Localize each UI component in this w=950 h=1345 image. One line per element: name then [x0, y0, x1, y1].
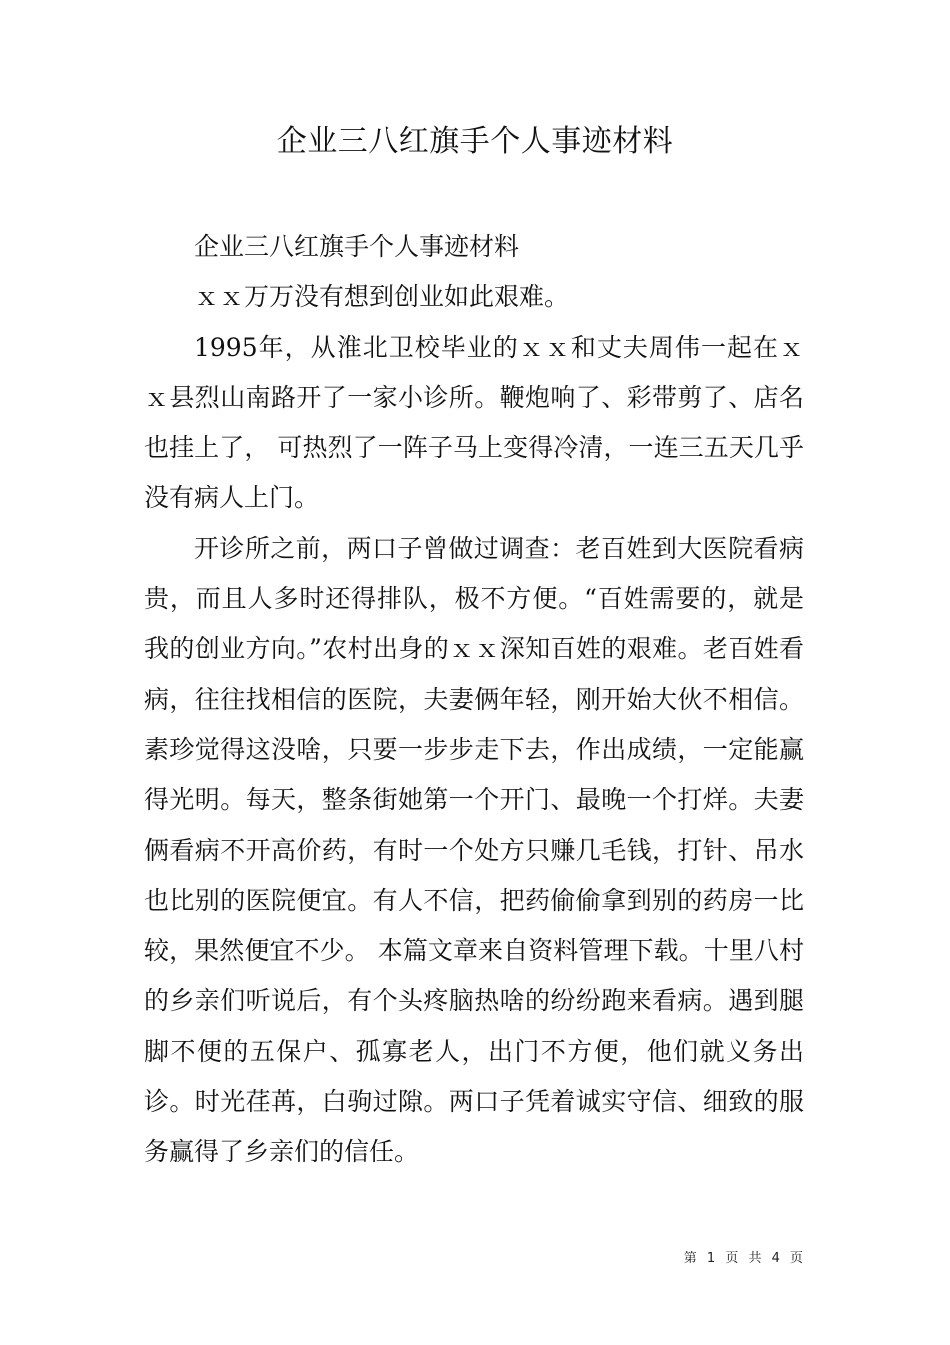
paragraph-service: 开诊所之前，两口子曾做过调查：老百姓到大医院看病贵，而且人多时还得排队，极不方便。“百姓需要的，就是我的创业方向。”农村出身的ｘｘ深知百姓的艰难。老百姓看病，往往找相信的医院，夫妻俩年轻，刚开始大伙不相信。素珍觉得这没啥，只要一步步走下去，作出成绩，一定能赢得光明。每天，整条街她第一个开门、最晚一个打烊。夫妻俩看病不开高价药，有时一个处方只赚几毛钱，打针、吊水也比别的医院便宜。有人不信，把药偷偷拿到别的药房一比较，果然便宜不少。 本篇文章来自资料管理下载。十里八村的乡亲们听说后，有个头疼脑热啥的纷纷跑来看病。遇到腿脚不便的五保户、孤寡老人，出门不方便，他们就义务出诊。时光荏苒，白驹过隙。两口子凭着诚实守信、细致的服务赢得了乡亲们的信任。 [144, 533, 804, 1167]
page-number-footer: 第 1 页 共 4 页 [683, 1251, 806, 1266]
paragraph-founding: 1995年，从淮北卫校毕业的ｘｘ和丈夫周伟一起在ｘｘ县烈山南路开了一家小诊所。鞭炮响了、彩带剪了、店名也挂上了， 可热烈了一阵子马上变得冷清，一连三五天几乎没有病人上门。 [144, 332, 804, 513]
paragraph-intro: ｘｘ万万没有想到创业如此艰难。 [194, 282, 570, 312]
document-body [144, 222, 804, 1178]
document-title: 企业三八红旗手个人事迹材料 [276, 124, 674, 159]
paragraph-subtitle: 企业三八红旗手个人事迹材料 [194, 232, 520, 261]
